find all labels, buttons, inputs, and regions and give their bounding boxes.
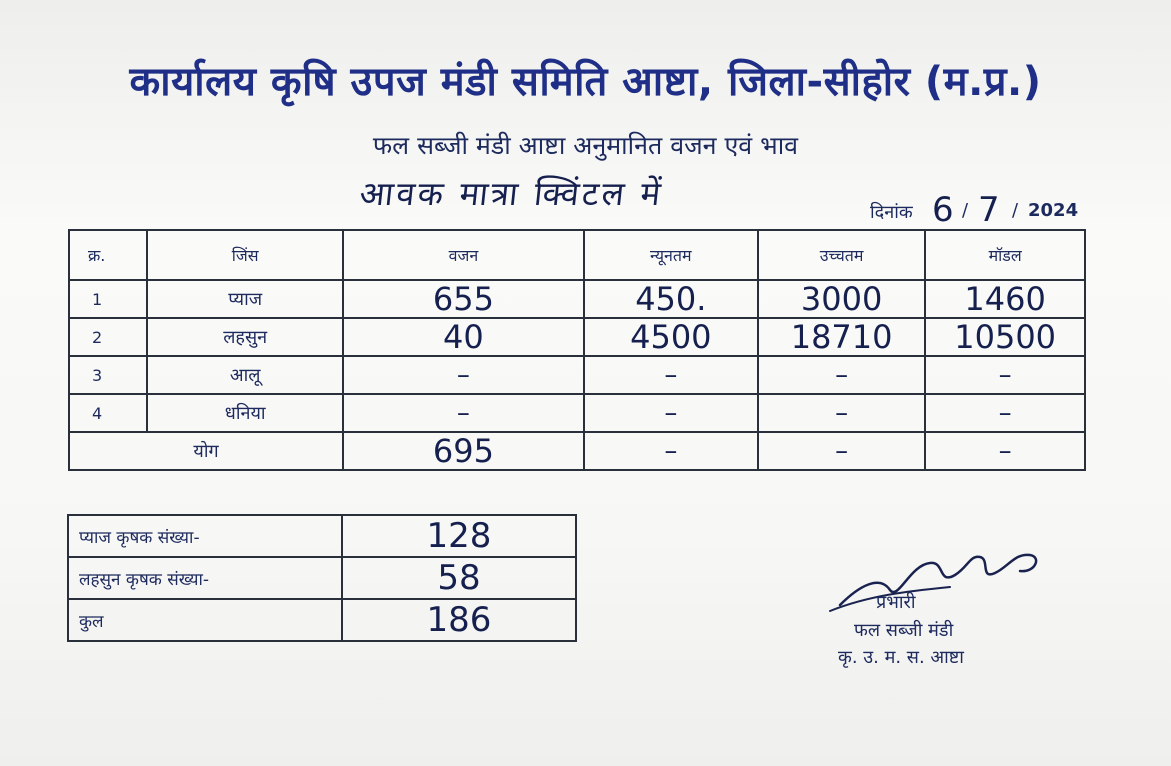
row-max: – — [758, 356, 925, 394]
rate-table — [68, 229, 1086, 471]
table-header-row — [69, 230, 1085, 280]
farmer-value: 186 — [342, 599, 576, 641]
row-sn: 1 — [69, 280, 147, 318]
signature-title: प्रभारी — [876, 592, 916, 613]
table-row — [69, 394, 1085, 432]
row-modal: – — [925, 394, 1085, 432]
total-min: – — [584, 432, 758, 470]
farmer-value: 128 — [342, 515, 576, 557]
farmer-label: कुल — [68, 599, 342, 641]
date-separator: / — [962, 200, 969, 221]
header-item: जिंस — [147, 230, 343, 280]
row-item: प्याज — [147, 280, 343, 318]
table-row — [69, 356, 1085, 394]
row-min: 4500 — [584, 318, 758, 356]
date-separator: / — [1012, 200, 1019, 221]
document-subtitle: फल सब्जी मंडी आष्टा अनुमानित वजन एवं भाव — [372, 131, 799, 160]
handwritten-quantity-note: आवक मात्रा क्विंटल में — [357, 174, 666, 213]
row-min: 450. — [584, 280, 758, 318]
farmer-value: 58 — [342, 557, 576, 599]
signature-office: कृ. उ. म. स. आष्टा — [838, 647, 964, 668]
row-sn: 3 — [69, 356, 147, 394]
date-area — [870, 190, 1110, 234]
row-weight: – — [343, 394, 584, 432]
row-sn: 2 — [69, 318, 147, 356]
date-year: 2024 — [1028, 200, 1079, 221]
row-item: आलू — [147, 356, 343, 394]
row-weight: 655 — [343, 280, 584, 318]
date-label: दिनांक — [870, 202, 913, 223]
row-modal: – — [925, 356, 1085, 394]
table-row — [69, 280, 1085, 318]
farmer-label: लहसुन कृषक संख्या- — [68, 557, 342, 599]
row-item: लहसुन — [147, 318, 343, 356]
row-modal: 1460 — [925, 280, 1085, 318]
table-row — [69, 318, 1085, 356]
row-max: – — [758, 394, 925, 432]
total-modal: – — [925, 432, 1085, 470]
table-row — [68, 599, 576, 641]
total-max: – — [758, 432, 925, 470]
row-min: – — [584, 394, 758, 432]
header-max: उच्चतम — [758, 230, 925, 280]
total-label: योग — [69, 432, 343, 470]
row-max: 18710 — [758, 318, 925, 356]
row-modal: 10500 — [925, 318, 1085, 356]
office-title: कार्यालय कृषि उपज मंडी समिति आष्टा, जिला-सीहोर (म.प्र.) — [129, 59, 1042, 105]
signature-department: फल सब्जी मंडी — [854, 620, 954, 641]
date-day: 6 — [932, 190, 954, 230]
header-modal: मॉडल — [925, 230, 1085, 280]
farmer-count-table — [67, 514, 577, 642]
header-sn: क्र. — [69, 230, 147, 280]
row-min: – — [584, 356, 758, 394]
farmer-label: प्याज कृषक संख्या- — [68, 515, 342, 557]
table-row — [68, 515, 576, 557]
row-weight: 40 — [343, 318, 584, 356]
signature-scribble — [820, 535, 1060, 615]
header-min: न्यूनतम — [584, 230, 758, 280]
date-month: 7 — [978, 190, 1000, 230]
row-item: धनिया — [147, 394, 343, 432]
header-weight: वजन — [343, 230, 584, 280]
row-weight: – — [343, 356, 584, 394]
table-row — [68, 557, 576, 599]
row-max: 3000 — [758, 280, 925, 318]
total-weight: 695 — [343, 432, 584, 470]
table-total-row — [69, 432, 1085, 470]
row-sn: 4 — [69, 394, 147, 432]
